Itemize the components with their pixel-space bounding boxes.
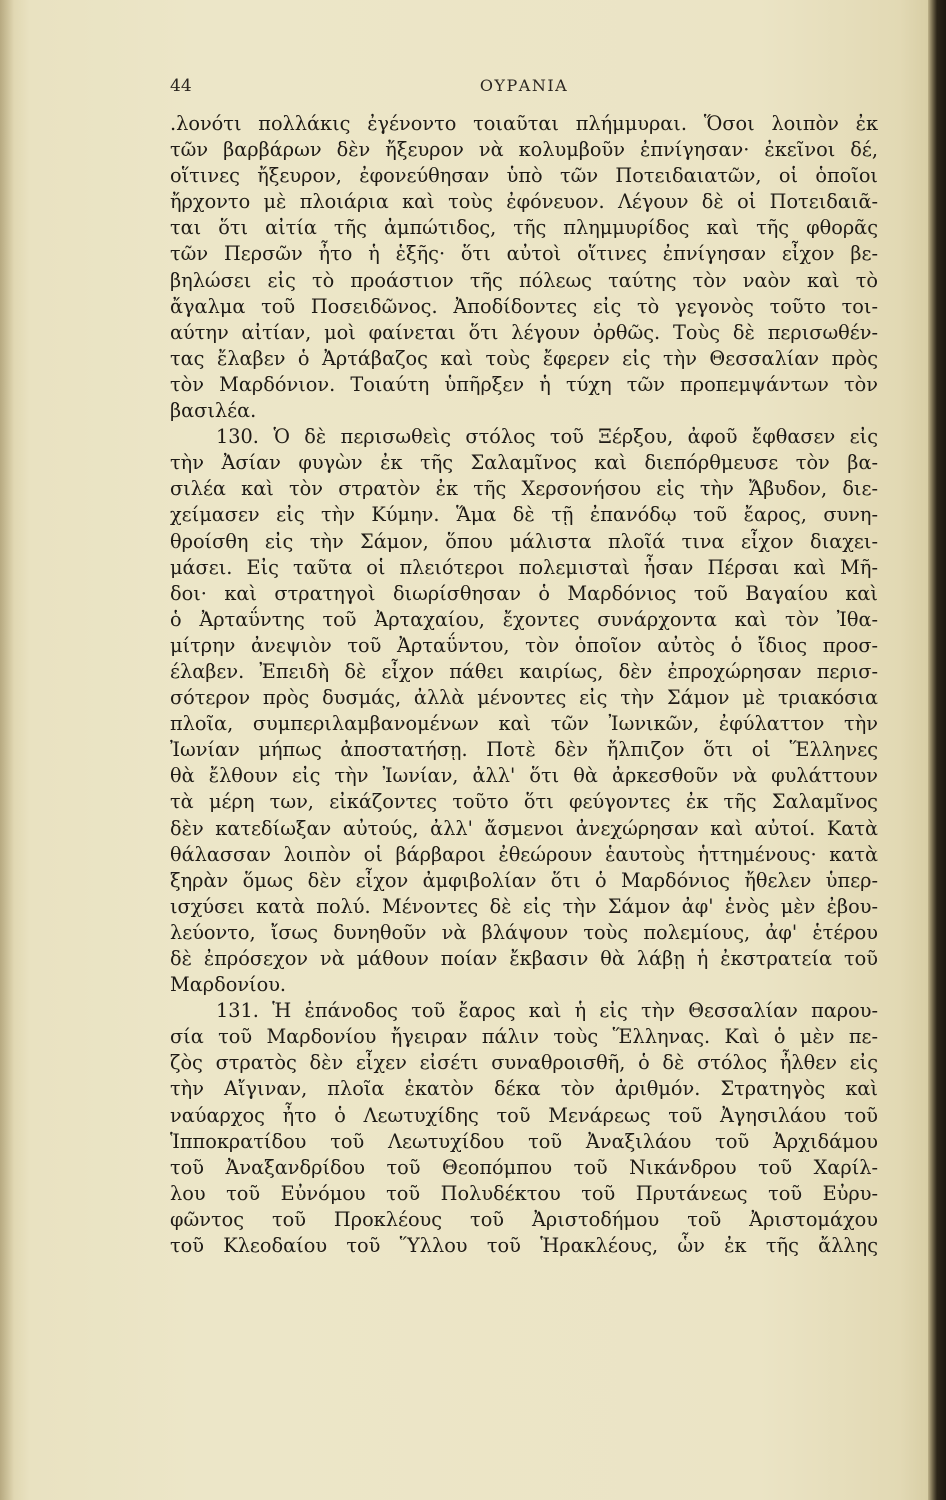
text-line: τὴν Αἴγιναν, πλοῖα ἑκατὸν δέκα τὸν ἀριθμόν. Στρατηγὸς καὶ <box>170 1077 878 1101</box>
text-line: 131. Ἡ ἐπάνοδος τοῦ ἔαρος καὶ ἡ εἰς τὴν Θεσσαλίαν παρου- <box>216 999 878 1023</box>
text-line: δὲ ἐπρόσεχον νὰ μάθουν ποίαν ἔκβασιν θὰ λάβῃ ἡ ἐκστρατεία τοῦ <box>170 947 878 970</box>
text-line: πλοῖα, συμπεριλαμβανομένων καὶ τῶν Ἰωνικῶν, ἐφύλαττον τὴν <box>170 712 878 736</box>
text-line: τὸν Μαρδόνιον. Τοιαύτη ὑπῆρξεν ἡ τύχη τῶν προπεμψάντων τὸν <box>170 372 878 396</box>
page-edge <box>928 0 946 1500</box>
text-line: τοῦ Κλεοδαίου τοῦ Ὕλλου τοῦ Ἡρακλέους, ὧν ἐκ τῆς ἄλλης <box>170 1234 878 1258</box>
text-line: ξηρὰν ὅμως δὲν εἶχον ἀμφιβολίαν ὅτι ὁ Μαρδόνιος ἤθελεν ὑπερ- <box>170 868 878 892</box>
text-line: θὰ ἔλθουν εἰς τὴν Ἰωνίαν, ἀλλ' ὅτι θὰ ἀρκεσθοῦν νὰ φυλάττουν <box>170 764 878 788</box>
text-line: τὰ μέρη των, εἰκάζοντες τοῦτο ὅτι φεύγοντες ἐκ τῆς Σαλαμῖνος <box>170 790 878 814</box>
left-margin-shadow <box>0 0 14 1500</box>
text-line: σιλέα καὶ τὸν στρατὸν ἐκ τῆς Χερσονήσου εἰς τὴν Ἄβυδον, διε- <box>170 477 878 501</box>
text-line: ὁ Ἀρταΰντης τοῦ Ἀρταχαίου, ἔχοντες συνάρχοντα καὶ τὸν Ἰθα- <box>170 607 878 631</box>
text-line: τῶν Περσῶν ἦτο ἡ ἑξῆς· ὅτι αὐτοὶ οἵτινες ἐπνίγησαν εἶχον βε- <box>170 242 878 266</box>
text-line: σία τοῦ Μαρδονίου ἤγειραν πάλιν τοὺς Ἕλληνας. Καὶ ὁ μὲν πε- <box>170 1025 878 1049</box>
body-text <box>170 111 878 1259</box>
text-line: τῶν βαρβάρων δὲν ἤξευρον νὰ κολυμβοῦν ἐπνίγησαν· ἐκεῖνοι δέ, <box>170 138 878 162</box>
text-line: τοῦ Ἀναξανδρίδου τοῦ Θεοπόμπου τοῦ Νικάνδρου τοῦ Χαρίλ- <box>170 1155 878 1179</box>
text-line: Ἱπποκρατίδου τοῦ Λεωτυχίδου τοῦ Ἀναξιλάου τοῦ Ἀρχιδάμου <box>170 1129 878 1153</box>
text-line: βασιλέα. <box>170 399 257 423</box>
text-line: έλαβεν. Ἐπειδὴ δὲ εἶχον πάθει καιρίως, δὲν ἐπροχώρησαν περισ- <box>170 659 878 683</box>
text-line: σότερον πρὸς δυσμάς, ἀλλὰ μένοντες εἰς τὴν Σάμον μὲ τριακόσια <box>170 686 878 710</box>
text-line: .λονότι πολλάκις ἐγένοντο τοιαῦται πλήμμυραι. Ὅσοι λοιπὸν ἐκ <box>170 112 878 135</box>
text-line: λου τοῦ Εὐνόμου τοῦ Πολυδέκτου τοῦ Πρυτάνεως τοῦ Εὐρυ- <box>170 1181 878 1205</box>
text-line: μίτρην ἀνεψιὸν τοῦ Ἀρταΰντου, τὸν ὁποῖον αὐτὸς ὁ ἴδιος προσ- <box>170 633 878 657</box>
running-title: ΟΥΡΑΝΙΑ <box>479 76 569 95</box>
text-line: τὴν Ἀσίαν φυγὼν ἐκ τῆς Σαλαμῖνος καὶ διεπόρθμευσε τὸν βα- <box>170 451 878 475</box>
text-line: μάσει. Εἰς ταῦτα οἱ πλειότεροι πολεμισταὶ ἦσαν Πέρσαι καὶ Μῆ- <box>170 555 878 579</box>
text-line: ναύαρχος ἦτο ὁ Λεωτυχίδης τοῦ Μενάρεως τοῦ Ἀγησιλάου τοῦ <box>170 1103 878 1127</box>
text-line: φῶντος τοῦ Προκλέους τοῦ Ἀριστοδήμου τοῦ Ἀριστομάχου <box>170 1207 878 1231</box>
text-line: δὲν κατεδίωξαν αὐτούς, ἀλλ' ἄσμενοι ἀνεχώρησαν καὶ αὐτοί. Κατὰ <box>170 816 878 840</box>
text-line: δοι· καὶ στρατηγοὶ διωρίσθησαν ὁ Μαρδόνιος τοῦ Βαγαίου καὶ <box>170 581 878 605</box>
text-line: θάλασσαν λοιπὸν οἱ βάρβαροι ἐθεώρουν ἑαυτοὺς ἡττημένους· κατὰ <box>170 842 878 866</box>
text-line: Ἰωνίαν μήπως ἀποστατήσῃ. Ποτὲ δὲν ἤλπιζον ὅτι οἱ Ἕλληνες <box>170 738 878 762</box>
text-line: αύτην αἰτίαν, μοὶ φαίνεται ὅτι λέγουν ὀρθῶς. Τοὺς δὲ περισωθέν- <box>170 320 878 344</box>
text-line: λεύοντο, ἴσως δυνηθοῦν νὰ βλάψουν τοὺς πολεμίους, ἀφ' ἑτέρου <box>170 920 878 944</box>
text-line: ζὸς στρατὸς δὲν εἶχεν εἰσέτι συναθροισθῆ, ὁ δὲ στόλος ἦλθεν εἰς <box>170 1051 878 1075</box>
text-line: χείμασεν εἰς τὴν Κύμην. Ἅμα δὲ τῇ ἐπανόδῳ τοῦ ἔαρος, συνη- <box>170 503 878 527</box>
text-line: βηλώσει εἰς τὸ προάστιον τῆς πόλεως ταύτης τὸν ναὸν καὶ τὸ <box>170 268 878 292</box>
text-line: ἤρχοντο μὲ πλοιάρια καὶ τοὺς ἐφόνευον. Λέγουν δὲ οἱ Ποτειδαιᾶ- <box>170 190 878 214</box>
text-line: ται ὅτι αἰτία τῆς ἀμπώτιδος, τῆς πλημμυρίδος καὶ τῆς φθορᾶς <box>170 216 878 240</box>
text-line: Μαρδονίου. <box>170 973 287 997</box>
text-line: ισχύσει κατὰ πολύ. Μένοντες δὲ εἰς τὴν Σάμον ἀφ' ἑνὸς μὲν ἐβου- <box>170 894 878 918</box>
text-line: ἄγαλμα τοῦ Ποσειδῶνος. Ἀποδίδοντες εἰς τὸ γεγονὸς τοῦτο τοι- <box>170 294 878 318</box>
page-header <box>170 76 878 102</box>
text-line: οἵτινες ἤξευρον, ἐφονεύθησαν ὑπὸ τῶν Ποτειδαιατῶν, οἱ ὁποῖοι <box>170 164 878 188</box>
text-line: τας ἔλαβεν ὁ Ἀρτάβαζος καὶ τοὺς ἔφερεν εἰς τὴν Θεσσαλίαν πρὸς <box>170 346 878 370</box>
text-line: θροίσθη εἰς τὴν Σάμον, ὅπου μάλιστα πλοῖά τινα εἶχον διαχει- <box>170 529 878 553</box>
text-line: 130. Ὁ δὲ περισωθεὶς στόλος τοῦ Ξέρξου, ἀφοῦ ἔφθασεν εἰς <box>216 425 878 449</box>
page-number: 44 <box>170 76 192 96</box>
